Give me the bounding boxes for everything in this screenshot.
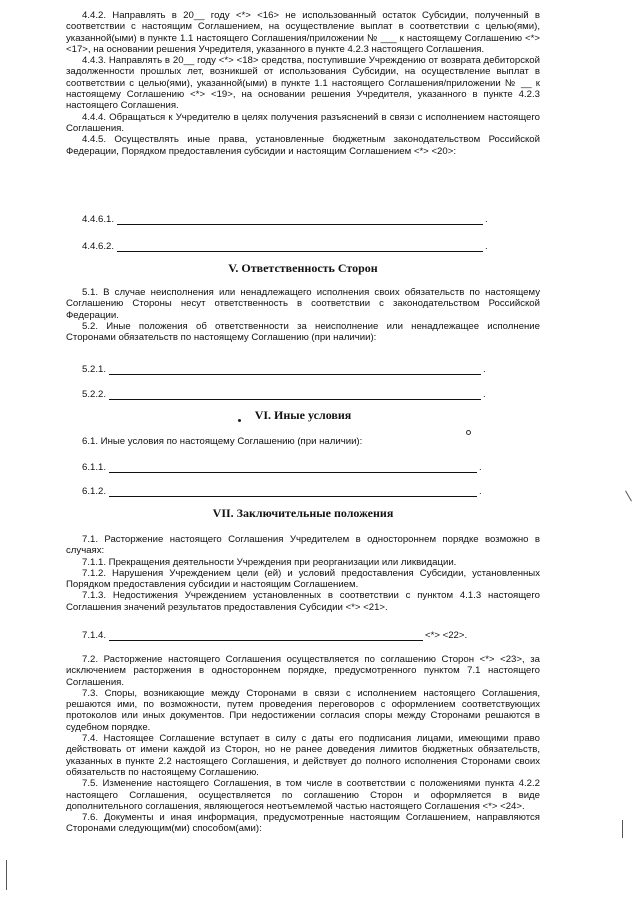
heading-section-5: V. Ответственность Сторон — [228, 261, 378, 275]
fill-label: 4.4.6.2. — [82, 241, 115, 252]
clause-4-4-5: 4.4.5. Осуществлять иные права, установленные бюджетным законодательством Российской Федерации, Порядком предоставления субсидии и настоящим Соглашением <*> <20>: — [66, 134, 540, 157]
scan-speck — [466, 430, 471, 435]
fill-line-4-4-6-2: 4.4.6.2. . — [82, 241, 488, 252]
blank-line — [109, 487, 477, 497]
scan-edge-mark — [6, 860, 7, 890]
clause-7-1: 7.1. Расторжение настоящего Соглашения Учредителем в одностороннем порядке возможно в случаях: — [66, 534, 540, 557]
scan-edge-mark — [625, 491, 632, 502]
clause-7-1-3: 7.1.3. Недостижения Учреждением установленных в соответствии с пунктом 4.1.3 настоящего Соглашения значений результатов предоставления Субсидии <*> <21>. — [66, 590, 540, 613]
fill-line-5-2-2: 5.2.2. . — [82, 389, 486, 400]
fill-line-6-1-1: 6.1.1. . — [82, 462, 482, 473]
clause-4-4-2: 4.4.2. Направлять в 20__ году <*> <16> не использованный остаток Субсидии, полученный в соответствии с настоящим Соглашением, на осуществление выплат в соответствии с целью(ями), указанной(ыми) в пункте 1.1 настоящего Соглашения/приложении № ___ к настоящему Соглашению <*> <17>, на основании решения Учредителя, указанного в пункте 4.2.3 настоящего Соглашения. — [66, 10, 540, 55]
blank-line — [117, 215, 483, 225]
blank-line — [109, 390, 481, 400]
fill-line-7-1-4 — [82, 630, 556, 641]
heading-section-6: VI. Иные условия — [254, 408, 352, 422]
fill-label: 5.2.2. — [82, 389, 107, 400]
clause-7-1-1: 7.1.1. Прекращения деятельности Учреждения при реорганизации или ликвидации. — [82, 556, 457, 568]
clause-6-1: 6.1. Иные условия по настоящему Соглашению (при наличии): — [82, 436, 363, 447]
scan-edge-mark — [622, 820, 623, 838]
clause-4-4-3: 4.4.3. Направлять в 20__ году <*> <18> средства, поступившие Учреждению от возврата дебиторской задолженности прошлых лет, возникшей от использования Субсидии, на осуществление выплат в соответствии с целью(ями), указанной(ыми) в пункте 1.1 настоящего Соглашения/приложении № __ к настоящему Соглашению <*> <19>, на основании решения Учредителя, указанного в пункте 4.2.3 настоящего Соглашения. — [66, 55, 540, 112]
blank-line — [117, 242, 483, 252]
clause-7-1-2: 7.1.2. Нарушения Учреждением цели (ей) и условий предоставления Субсидии, установленных Порядком предоставления субсидии и настоящим Соглашением. — [66, 567, 540, 591]
fill-line-5-2-1: 5.2.1. . — [82, 364, 486, 375]
clause-4-4-4: 4.4.4. Обращаться к Учредителю в целях получения разъяснений в связи с исполнением настоящего Соглашения. — [66, 111, 540, 134]
clause-7-3: 7.3. Споры, возникающие между Сторонами в связи с исполнением настоящего Соглашения, решаются ими, по возможности, путем проведения переговоров с оформлением соответствующих протоколов или иных документов. При недостижении согласия споры между Сторонами решаются в судебном порядке. — [66, 687, 540, 733]
clause-5-1: 5.1. В случае неисполнения или ненадлежащего исполнения своих обязательств по настоящему Соглашению Стороны несут ответственность в соответствии с законодательством Российской Федерации. — [66, 287, 540, 321]
heading-section-7: VII. Заключительные положения — [212, 506, 394, 520]
clause-7-4: 7.4. Настоящее Соглашение вступает в силу с даты его подписания лицами, имеющими право действовать от имени каждой из Сторон, но не ранее доведения лимитов бюджетных обязательств, указанных в пункте 2.2 настоящего Соглашения, и действует до полного исполнения Сторонами своих обязательств по настоящему Соглашению. — [66, 733, 540, 778]
blank-line — [109, 365, 481, 375]
section-7-part-1 — [66, 534, 540, 613]
section-7-part-2 — [66, 654, 540, 835]
section-6-body — [66, 436, 540, 447]
fill-line-suffix: <*> <22>. — [425, 630, 468, 641]
clause-7-2: 7.2. Расторжение настоящего Соглашения осуществляется по соглашению Сторон <*> <23>, за исключением расторжения в одностороннем порядке, предусмотренного пунктом 7.1 настоящего Соглашения. — [66, 654, 540, 688]
fill-label: 6.1.2. — [82, 486, 107, 497]
fill-line-4-4-6-1: 4.4.6.1. . — [82, 214, 488, 225]
clause-5-2: 5.2. Иные положения об ответственности за неисполнение или ненадлежащее исполнение Сторонами обязательств по настоящему Соглашению (при наличии): — [66, 320, 540, 344]
fill-label: 6.1.1. — [82, 462, 107, 473]
section-5-body — [66, 287, 540, 343]
blank-line — [109, 463, 477, 473]
fill-label: 7.1.4. — [82, 630, 107, 641]
fill-label: 5.2.1. — [82, 364, 107, 375]
clause-7-5: 7.5. Изменение настоящего Соглашения, в том числе в соответствии с положениями пункта 4.2.2 настоящего Соглашения, осуществляется по соглашению Сторон и оформляется в виде дополнительного соглашения, являющегося неотъемлемой частью настоящего Соглашения <*> <24>. — [66, 778, 540, 812]
section-4-4-continued — [66, 10, 540, 157]
scan-speck — [238, 419, 241, 422]
clause-7-6: 7.6. Документы и иная информация, предусмотренные настоящим Соглашением, направляются Сторонами следующим(ми) способом(ами): — [66, 812, 540, 835]
fill-label: 4.4.6.1. — [82, 214, 115, 225]
blank-line — [109, 631, 423, 641]
fill-line-6-1-2: 6.1.2. . — [82, 486, 482, 497]
